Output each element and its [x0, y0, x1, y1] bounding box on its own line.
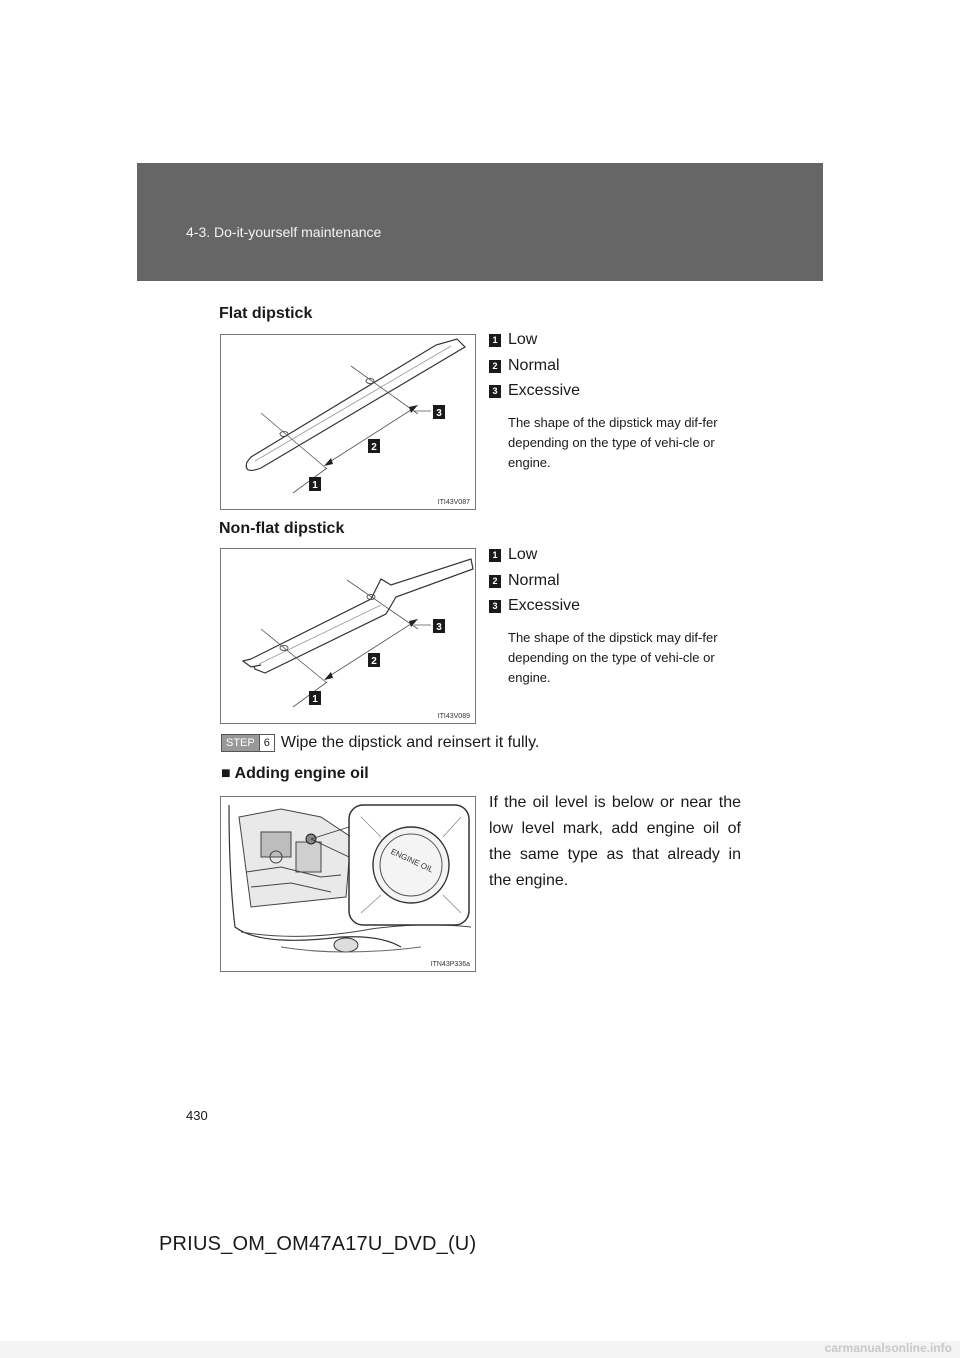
dipstick-shape-note: The shape of the dipstick may dif-fer depending on the type of vehi-cle or engine. [508, 415, 718, 470]
step-number: 6 [259, 735, 274, 751]
step-6-instruction [221, 734, 539, 752]
legend-number: 1 [489, 549, 501, 562]
section-header: 4-3. Do-it-yourself maintenance [186, 224, 382, 240]
legend-label: Low [508, 331, 538, 348]
legend-label: Normal [508, 357, 560, 374]
legend-label: Low [508, 546, 538, 563]
legend-item-low [489, 546, 537, 564]
legend-label: Excessive [508, 382, 581, 399]
step-text: Wipe the dipstick and reinsert it fully. [280, 734, 540, 751]
oil-cap-label: ENGINE OIL [389, 846, 435, 875]
legend-number: 1 [489, 334, 501, 347]
svg-text:2: 2 [371, 656, 377, 667]
adding-engine-oil-text: If the oil level is below or near the low level mark, add engine oil of the same type as that already in the engine. [489, 794, 741, 889]
flat-dipstick-illustration [221, 335, 475, 509]
legend-label: Excessive [508, 597, 581, 614]
square-bullet-icon: ■ [221, 765, 231, 782]
nonflat-dipstick-figure [220, 548, 476, 724]
legend-number: 3 [489, 600, 501, 613]
svg-text:1: 1 [312, 480, 318, 491]
svg-text:3: 3 [436, 622, 442, 633]
legend-item-normal [489, 357, 560, 375]
legend-item-excessive [489, 382, 580, 400]
svg-text:3: 3 [436, 408, 442, 419]
flat-dipstick-title: Flat dipstick [219, 305, 313, 322]
svg-text:2: 2 [371, 442, 377, 453]
legend-item-low [489, 331, 537, 349]
adding-engine-oil-title: Adding engine oil [234, 765, 369, 782]
nonflat-dipstick-title: Non-flat dipstick [219, 520, 345, 537]
engine-oil-figure [220, 796, 476, 972]
page-number: 430 [186, 1108, 208, 1123]
figure-code: ITI43V089 [437, 713, 470, 720]
legend-number: 3 [489, 385, 501, 398]
flat-dipstick-figure [220, 334, 476, 510]
header-band [137, 163, 823, 281]
figure-code: ITI43V087 [437, 499, 470, 506]
manual-identifier: PRIUS_OM_OM47A17U_DVD_(U) [159, 1233, 477, 1255]
footer-bar [0, 1341, 960, 1358]
engine-bay-illustration [221, 797, 475, 971]
legend-label: Normal [508, 572, 560, 589]
step-label: STEP [222, 735, 259, 751]
dipstick-shape-note: The shape of the dipstick may dif-fer depending on the type of vehi-cle or engine. [508, 630, 718, 685]
step-badge [221, 734, 275, 752]
nonflat-dipstick-illustration [221, 549, 475, 723]
svg-text:1: 1 [312, 694, 318, 705]
figure-code: ITN43P336a [430, 961, 470, 968]
legend-number: 2 [489, 575, 501, 588]
watermark: carmanualsonline.info [824, 1341, 952, 1355]
adding-engine-oil-heading [221, 765, 369, 783]
legend-number: 2 [489, 360, 501, 373]
legend-item-excessive [489, 597, 580, 615]
legend-item-normal [489, 572, 560, 590]
